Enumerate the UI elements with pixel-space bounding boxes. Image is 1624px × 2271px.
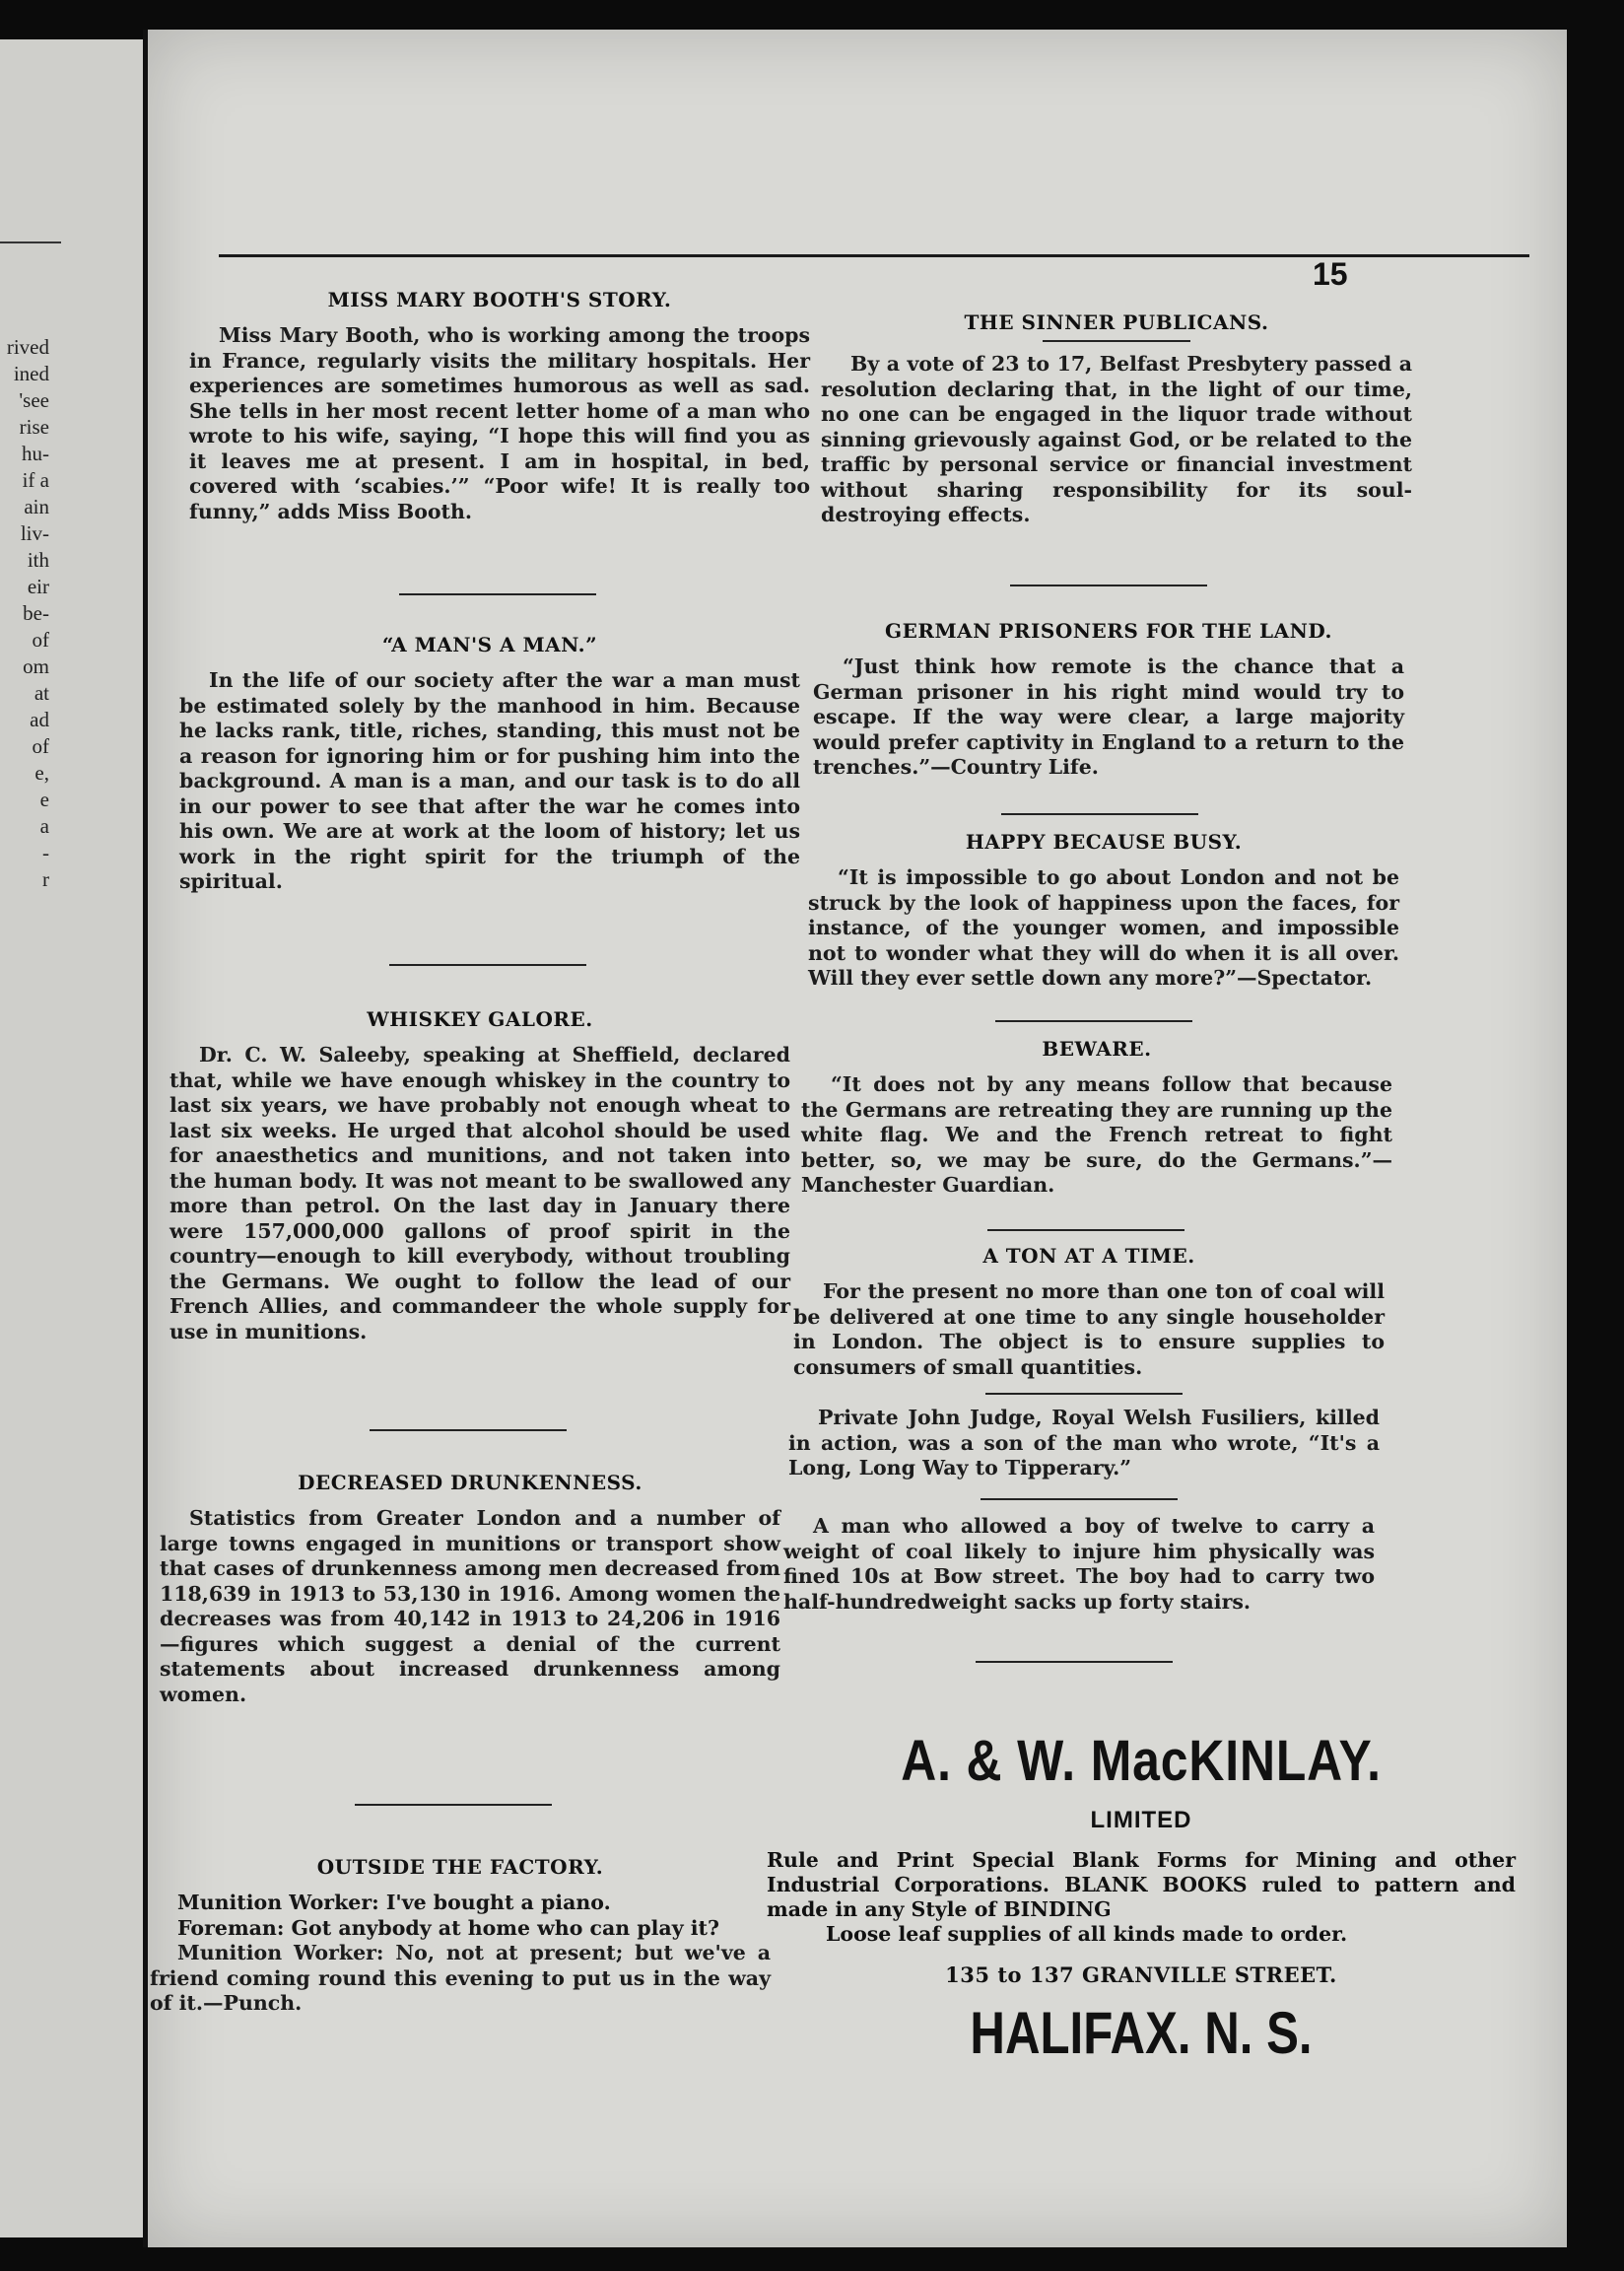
article-ton [793, 1244, 1385, 1380]
ad-description [767, 1848, 1516, 1947]
article-body: Private John Judge, Royal Welsh Fusiliers, killed in action, was a son of the man who wrote, “It's a Long, Long Way to Tipperary.” [788, 1406, 1380, 1480]
previous-page-fragment: r [42, 867, 49, 891]
ad-brand: A. & W. MacKINLAY. [901, 1729, 1382, 1793]
article-body: For the present no more than one ton of coal will be delivered at one time to any single householder in London. The object is to ensure supplies to consumers of small quantities. [793, 1279, 1385, 1379]
ad-address: 135 to 137 GRANVILLE STREET. [945, 1962, 1337, 1987]
article-body: “It does not by any means follow that because the Germans are retreating they are running up the white flag. We and the French retreat to fight better, so, we may be sure, do the Germans.”—Manchester Guardian. [801, 1072, 1392, 1197]
title-underline [1043, 340, 1190, 342]
article-body: “Just think how remote is the chance that a German prisoner in his right mind would try to escape. If the way were clear, a large majority would prefer captivity in England to a return to the trenches.”—Country Life. [813, 654, 1404, 779]
ad-city: HALIFAX. N. S. [970, 2000, 1313, 2066]
previous-page-fragment: hu- [22, 442, 49, 465]
previous-page-fragment: - [42, 841, 49, 864]
article-prisoners [813, 619, 1404, 781]
ad-description-main: Rule and Print Special Blank Forms for Mining and other Industrial Corporations. BLANK BOOKS ruled to pattern and made in any Style of BINDING [767, 1848, 1516, 1921]
previous-page-fragment: ain [24, 495, 49, 518]
previous-page-edge [0, 39, 143, 2237]
article-body: Dr. C. W. Saleeby, speaking at Sheffield, declared that, while we have enough whiskey in the country to last six years, we have probably not enough wheat to last six weeks. He urged that alcohol should be used for anaesthetics and munitions, and not taken into the human body. It was not meant to be swallowed any more than petrol. On the last day in January there were 157,000,000 gallons of proof spirit in the country—enough to kill everybody, without troubling the Germans. We ought to follow the lead of our French Allies, and commandeer the whole supply for use in munitions. [169, 1043, 790, 1343]
previous-page-fragment: liv- [20, 521, 49, 545]
previous-page-fragment: ined [13, 362, 49, 385]
article-mans-a-man [179, 633, 800, 895]
page-number: 15 [1313, 256, 1348, 292]
document-page [148, 30, 1567, 2247]
article-beware [801, 1037, 1392, 1199]
separator [1010, 585, 1207, 586]
article-publicans [821, 310, 1412, 528]
previous-page-fragment: rived [6, 335, 49, 359]
dialogue-line: Munition Worker: I've bought a piano. [177, 1891, 611, 1914]
separator [399, 593, 596, 595]
advertisement [767, 1730, 1516, 2066]
article-whiskey [169, 1007, 790, 1344]
ad-description-loose-leaf: Loose leaf supplies of all kinds made to order. [826, 1922, 1348, 1946]
separator [985, 1393, 1183, 1395]
article-body: By a vote of 23 to 17, Belfast Presbytery passed a resolution declaring that, in the light of our time, no one can be engaged in the liquor trade without sinning grievously against God, or be related to the traffic by personal service or financial investment without sharing responsibility for its soul-destroying effects. [821, 352, 1412, 526]
previous-page-fragment: at [34, 681, 49, 705]
article-title: WHISKEY GALORE. [367, 1007, 593, 1031]
dialogue-line: Foreman: Got anybody at home who can play it? [177, 1915, 720, 1940]
article-title: MISS MARY BOOTH'S STORY. [327, 288, 672, 311]
article-coal-boy [783, 1514, 1375, 1615]
separator [370, 1429, 567, 1431]
article-title: GERMAN PRISONERS FOR THE LAND. [885, 619, 1332, 643]
article-title: OUTSIDE THE FACTORY. [316, 1855, 604, 1879]
previous-page-fragment: e [39, 788, 49, 811]
previous-page-fragment: rise [19, 415, 49, 439]
article-miss-booth [189, 288, 810, 524]
article-drunkenness [160, 1471, 780, 1707]
article-happy [808, 830, 1399, 992]
previous-page-fragment: ith [27, 548, 49, 572]
article-title: BEWARE. [1042, 1037, 1152, 1061]
separator [355, 1804, 552, 1806]
article-judge [788, 1406, 1380, 1481]
ad-limited: LIMITED [1090, 1807, 1192, 1833]
separator [389, 964, 586, 966]
article-body: “It is impossible to go about London and not be struck by the look of happiness upon the faces, for instance, of the younger women, and impossible not to wonder what they will do when it is all over. Will they ever settle down any more?”—Spectator. [808, 865, 1399, 990]
previous-page-fragment: of [32, 628, 49, 652]
separator [987, 1229, 1184, 1231]
article-factory [150, 1855, 771, 2017]
article-title: THE SINNER PUBLICANS. [964, 310, 1269, 334]
previous-page-fragment: ad [30, 708, 49, 731]
article-body: Statistics from Greater London and a number of large towns engaged in munitions or transport show that cases of drunkenness among men decreased from 118,639 in 1913 to 53,130 in 1916. Among women the decreases was from 40,142 in 1913 to 24,206 in 1916—figures which suggest a denial of the current statements about increased drunkenness among women. [160, 1506, 780, 1706]
article-title: “A MAN'S A MAN.” [381, 633, 598, 656]
previous-page-fragment: 'see [19, 388, 49, 412]
previous-page-fragment: eir [27, 575, 49, 598]
previous-page-fragment: e, [34, 761, 49, 785]
article-body: In the life of our society after the war a man must be estimated solely by the manhood in him. Because he lacks rank, title, riches, standing, this must not be a reason for ignoring him or for pushing him into the background. A man is a man, and our task is to do all in our power to see that after the war he comes into his own. We are at work at the loom of history; let us work in the right spirit for the triumph of the spiritual. [179, 668, 800, 893]
article-title: DECREASED DRUNKENNESS. [298, 1471, 643, 1494]
previous-page-fragment: of [32, 734, 49, 758]
previous-page-fragment: a [39, 814, 49, 838]
dialogue-line: Munition Worker: No, not at present; but we've a friend coming round this evening to put us in the way of it.—Punch. [150, 1941, 771, 2015]
article-title: A TON AT A TIME. [982, 1244, 1195, 1268]
separator [995, 1020, 1192, 1022]
previous-page-fragment: be- [23, 601, 49, 625]
article-body: Miss Mary Booth, who is working among the troops in France, regularly visits the military hospitals. Her experiences are sometimes humorous as well as sad. She tells in her most recent letter home of a man who wrote to his wife, saying, “I hope this will find you as it leaves me at present. I am in hospital, in bed, covered with ‘scabies.’” “Poor wife! It is really too funny,” adds Miss Booth. [189, 323, 810, 523]
separator [976, 1661, 1173, 1663]
previous-page-fragment: if a [22, 468, 49, 492]
separator [1001, 813, 1198, 815]
article-title: HAPPY BECAUSE BUSY. [965, 830, 1243, 854]
article-body: A man who allowed a boy of twelve to carry a weight of coal likely to injure him physically was fined 10s at Bow street. The boy had to carry two half-hundredweight sacks up forty stairs. [783, 1514, 1375, 1614]
previous-page-fragment: om [23, 654, 49, 678]
previous-page-rule [0, 241, 61, 243]
separator [981, 1498, 1178, 1500]
